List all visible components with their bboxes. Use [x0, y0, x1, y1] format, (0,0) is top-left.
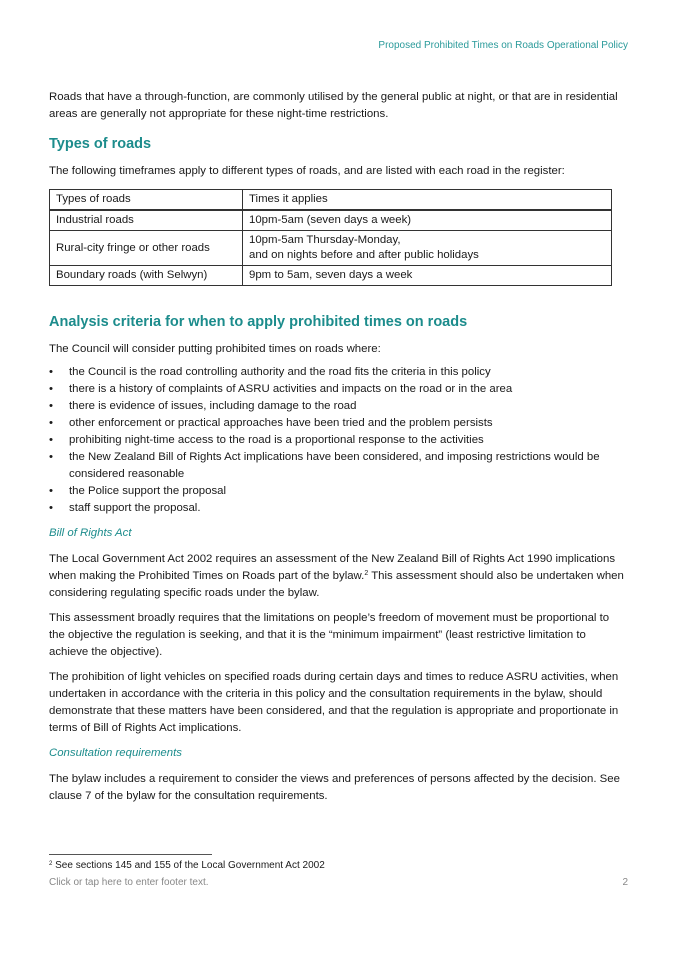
intro-paragraph: Roads that have a through-function, are commonly utilised by the general public at night, or that are in residential areas are generally not appropriate for these night-time restrictions. [49, 91, 618, 120]
page-header-title: Proposed Prohibited Times on Roads Operational Policy [378, 40, 628, 51]
table-row [50, 231, 612, 266]
bill-of-rights-para-1 [49, 551, 624, 602]
page-number: 2 [622, 877, 628, 888]
bill-of-rights-subheading: Bill of Rights Act [49, 527, 132, 539]
bill-of-rights-para-2: This assessment broadly requires that the limitations on people’s freedom of movement must be proportional to the objective the regulation is seeking, and that it is the “minimum impairment” (least restrictive limitation to achieve the objective). [49, 612, 610, 658]
table-header-cell: Times it applies [243, 190, 612, 211]
list-item: • other enforcement or practical approaches have been tried and the problem persists [49, 415, 624, 432]
para-text: This assessment should also be undertaken when considering regulating specific roads under the bylaw. [49, 570, 624, 599]
list-item: • the New Zealand Bill of Rights Act implications have been considered, and imposing restrictions would be considered reasonable [49, 449, 624, 483]
list-item: • the Council is the road controlling authority and the road fits the criteria in this policy [49, 364, 624, 381]
table-header-cell: Types of roads [50, 190, 243, 211]
times-line: and on nights before and after public holidays [249, 249, 479, 261]
para-text: The Local Government Act 2002 requires an assessment of the New Zealand Bill of Rights Act 1990 implications when making the Prohibited Times on Roads part of the bylaw. [49, 553, 616, 582]
times-line: 9pm to 5am, seven days a week [249, 269, 413, 281]
footnote-text: See sections 145 and 155 of the Local Government Act 2002 [52, 860, 325, 871]
footnote-divider [49, 854, 212, 855]
table-row [50, 210, 612, 231]
times-line: 10pm-5am Thursday-Monday, [249, 234, 401, 246]
times-line: 10pm-5am (seven days a week) [249, 214, 412, 226]
road-type-cell: Industrial roads [50, 210, 243, 231]
table-row [50, 266, 612, 286]
footnote-number: 2 [49, 861, 53, 867]
road-type-cell: Rural-city fringe or other roads [50, 231, 243, 266]
road-types-table [49, 189, 612, 286]
list-item: • prohibiting night-time access to the road is a proportional response to the activities [49, 432, 624, 449]
footnote-ref[interactable]: 2 [364, 570, 369, 577]
list-item: • there is a history of complaints of ASRU activities and impacts on the road or in the area [49, 381, 624, 398]
list-item: • the Police support the proposal [49, 483, 624, 500]
times-cell [243, 210, 612, 231]
times-cell [243, 266, 612, 286]
times-cell [243, 231, 612, 266]
table-header-row [50, 190, 612, 211]
list-item: • staff support the proposal. [49, 500, 624, 517]
consultation-subheading: Consultation requirements [49, 747, 182, 759]
consultation-para: The bylaw includes a requirement to consider the views and preferences of persons affected by the decision. See clause 7 of the bylaw for the consultation requirements. [49, 773, 620, 802]
criteria-list [49, 364, 624, 517]
analysis-lead: The Council will consider putting prohibited times on roads where: [49, 343, 381, 355]
types-lead: The following timeframes apply to different types of roads, and are listed with each road in the register: [49, 165, 565, 177]
bill-of-rights-para-3: The prohibition of light vehicles on specified roads during certain days and times to reduce ASRU activities, when undertaken in accordance with the criteria in this policy and the consultation requirements in the bylaw, should demonstrate that these matters have been considered, and that the regulation is appropriate and proportionate in terms of Bill of Rights Act implications. [49, 671, 619, 734]
list-item: • there is evidence of issues, including damage to the road [49, 398, 624, 415]
analysis-heading: Analysis criteria for when to apply prohibited times on roads [49, 314, 468, 330]
document-body [49, 89, 624, 813]
footnote [49, 860, 325, 871]
types-heading: Types of roads [49, 136, 152, 152]
footer-placeholder[interactable]: Click or tap here to enter footer text. [49, 877, 209, 888]
road-type-cell: Boundary roads (with Selwyn) [50, 266, 243, 286]
